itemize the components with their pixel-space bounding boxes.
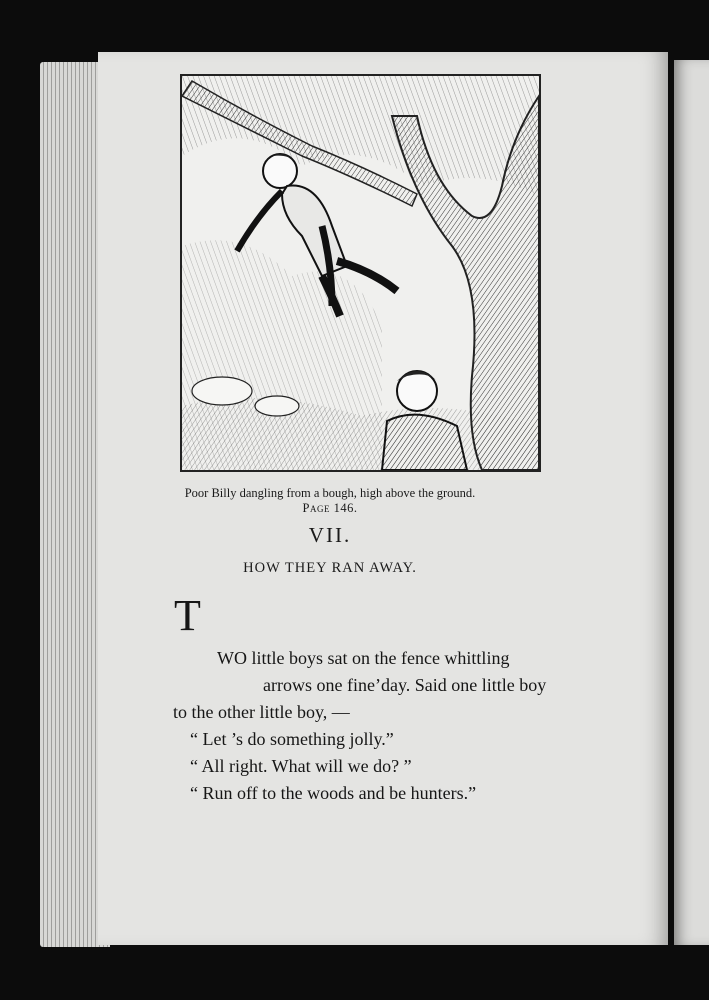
caption-text: Poor Billy dangling from a bough, high above the ground.	[184, 486, 476, 500]
drop-cap: T	[174, 591, 201, 640]
chapter-number: VII.	[308, 523, 352, 547]
facing-page-edge	[674, 60, 709, 945]
body-line-3: to the other little boy, —	[173, 702, 350, 722]
body-line-6: “ Run off to the woods and be hunters.”	[190, 783, 477, 803]
body-line-5: “ All right. What will we do? ”	[190, 756, 412, 776]
body-line-4: “ Let ’s do something jolly.”	[190, 729, 394, 749]
illustration-caption	[100, 486, 560, 516]
chapter-title: HOW THEY RAN AWAY.	[243, 560, 417, 576]
body-line-2: arrows one fine’day. Said one little boy	[263, 675, 547, 695]
caption-page-reference: Page 146.	[302, 501, 358, 515]
illustration-boy-in-tree	[180, 74, 541, 472]
body-line-1: WO little boys sat on the fence whittling	[217, 648, 510, 668]
engraving-image	[182, 76, 539, 470]
